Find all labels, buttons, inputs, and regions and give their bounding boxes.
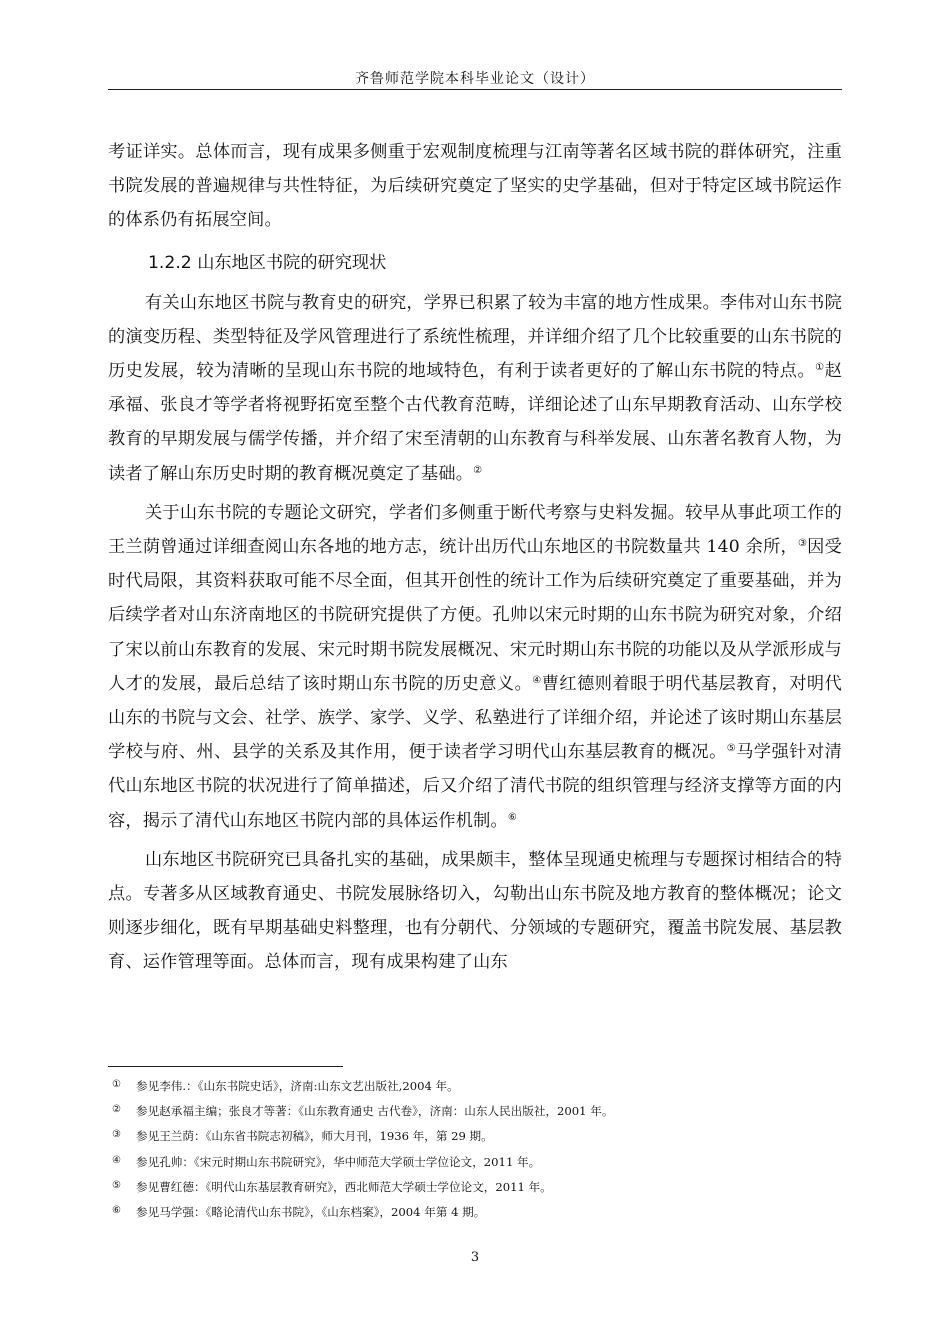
footnote-text: 参见孔帅：《宋元时期山东书院研究》，华中师范大学硕士学位论文，2011 年。 (136, 1154, 541, 1169)
footnote-separator (108, 1066, 343, 1067)
header-rule (108, 89, 842, 90)
paragraph-text: 赵承福、张良才等学者将视野拓宽至整个古代教育范畴，详细论述了山东早期教育活动、山东学校教育的早期发展与儒学传播，并介绍了宋至清朝的山东教育与科举发展、山东著名教育人物，为读者了解山东历史时期的教育概况奠定了基础。 (108, 361, 842, 484)
footnote-mark: ⑤ (112, 1179, 121, 1191)
footnote-ref[interactable]: ④ (532, 674, 542, 686)
paragraph-continuation: 考证详实。总体而言，现有成果多侧重于宏观制度梳理与江南等著名区域书院的群体研究，注重书院发展的普遍规律与共性特征，为后续研究奠定了坚实的史学基础，但对于特定区域书院运作的体系仍有拓展空间。 (108, 142, 842, 231)
footnote-ref[interactable]: ⑤ (726, 743, 737, 755)
section-heading: 1.2.2 山东地区书院的研究现状 (148, 252, 387, 273)
footnote-ref[interactable]: ③ (797, 538, 808, 550)
footnote-text: 参见马学强：《略论清代山东书院》，《山东档案》，2004 年第 4 期。 (136, 1205, 486, 1220)
footnotes (112, 1073, 842, 1224)
footnote-ref[interactable]: ② (473, 464, 483, 476)
paragraph-monographs (108, 286, 842, 491)
paragraph-text: 关于山东书院的专题论文研究，学者们多侧重于断代考察与史料发掘。较早从事此项工作的王兰荫曾通过详细查阅山东各地的地方志，统计出历代山东地区的书院数量共 140 余所， (108, 502, 842, 558)
footnote-item (112, 1073, 842, 1098)
footnote-item (112, 1149, 842, 1174)
footnote-text: 参见赵承福主编；张良才等著：《山东教育通史 古代卷》，济南：山东人民出版社，2001 年。 (136, 1104, 614, 1119)
footnote-mark: ④ (112, 1154, 121, 1166)
paragraph-text: 有关山东地区书院与教育史的研究，学界已积累了较为丰富的地方性成果。李伟对山东书院的演变历程、类型特征及学风管理进行了系统性梳理，并详细介绍了几个比较重要的山东书院的历史发展，较为清晰的呈现山东书院的地域特色，有利于读者更好的了解山东书院的特点。 (108, 292, 842, 382)
footnote-mark: ② (112, 1104, 121, 1116)
footnote-item (112, 1098, 842, 1123)
footnote-item (112, 1199, 842, 1224)
footnote-item (112, 1123, 842, 1148)
footnote-mark: ① (112, 1079, 121, 1090)
footnote-ref[interactable]: ⑥ (507, 811, 518, 823)
footnote-text: 参见王兰荫：《山东省书院志初稿》，师大月刊，1936 年，第 29 期。 (136, 1129, 493, 1144)
footnote-ref[interactable]: ① (815, 362, 825, 374)
paragraph-text: 马学强针对清代山东地区书院的状况进行了简单描述，后又介绍了清代书院的组织管理与经济支撑等方面的内容，揭示了清代山东地区书院内部的具体运作机制。 (108, 742, 842, 831)
paragraph-theses (108, 496, 842, 838)
page-number: 3 (470, 1250, 480, 1265)
footnote-text: 参见曹红德：《明代山东基层教育研究》，西北师范大学硕士学位论文，2011 年。 (136, 1179, 552, 1194)
paragraph-text: 曹红德则着眼于明代基层教育，对明代山东的书院与文会、社学、族学、家学、义学、私塾进行了详细介绍，并论述了该时期山东基层学校与府、州、县学的关系及其作用，便于读者学习明代山东基层教育的概况。 (108, 673, 842, 763)
footnote-mark: ⑥ (112, 1205, 121, 1217)
paragraph-text: 因受时代局限，其资料获取可能不尽全面，但其开创性的统计工作为后续研究奠定了重要基础，并为后续学者对山东济南地区的书院研究提供了方便。孔帅以宋元时期的山东书院为研究对象，介绍了宋以前山东教育的发展、宋元时期书院发展概况、宋元时期山东书院的功能以及从学派形成与人才的发展，最后总结了该时期山东书院的历史意义。 (108, 537, 842, 694)
running-header: 齐鲁师范学院本科毕业论文（设计） (355, 71, 595, 87)
footnote-item (112, 1174, 842, 1199)
footnote-mark: ③ (112, 1129, 121, 1141)
paragraph-summary: 山东地区书院研究已具备扎实的基础，成果颇丰，整体呈现通史梳理与专题探讨相结合的特点。专著多从区域教育通史、书院发展脉络切入，勾勒出山东书院及地方教育的整体概况；论文则逐步细化，既有早期基础史料整理，也有分朝代、分领域的专题研究，覆盖书院发展、基层教育、运作管理等面。总体而言，现有成果构建了山东 (108, 849, 842, 973)
body-text (108, 135, 842, 985)
footnote-text: 参见李伟.：《山东书院史话》，济南:山东文艺出版社,2004 年。 (136, 1079, 459, 1093)
